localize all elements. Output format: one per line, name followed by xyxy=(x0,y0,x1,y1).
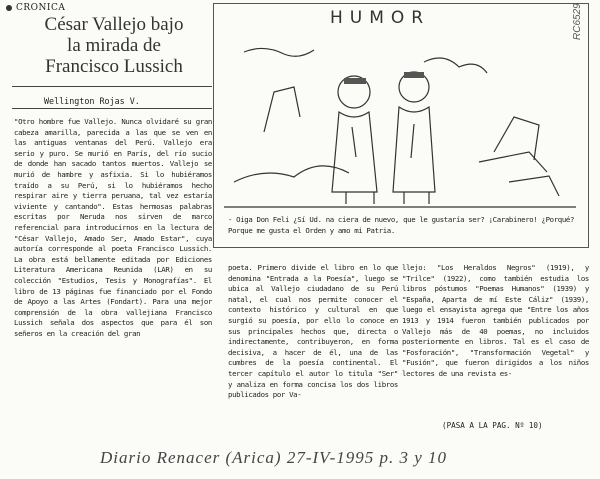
article-column-3 xyxy=(402,263,589,413)
byline: Wellington Rojas V. xyxy=(44,96,140,106)
article-column-1 xyxy=(14,117,212,427)
section-label-text: CRONICA xyxy=(16,3,66,13)
archive-code: RC6529 xyxy=(572,3,583,40)
continued-note: (PASA A LA PAG. Nº 10) xyxy=(442,421,543,430)
handwritten-note: Diario Renacer (Arica) 27-IV-1995 p. 3 y 10 xyxy=(100,448,448,467)
humor-title: HUMOR xyxy=(330,8,431,28)
cartoon-caption xyxy=(228,215,585,236)
headline-rule xyxy=(12,86,212,87)
cartoon-illustration xyxy=(224,32,576,214)
article-column-2 xyxy=(228,263,398,433)
bullet-icon xyxy=(6,5,12,11)
column-text: poeta. Primero divide el libro en lo que denomina "Entrada a la Poesía", luego se ubica al Vallejo ciudadano de su Perú natal, el cual nos permite conocer el contexto histórico y cultural en que surgió su poesía, por ello lo conoce en sus principales hechos que, directa o indirectamente, contribuyeron, en forma decisiva, a hacer de él, una de las cumbres de la poesía continental. El tercer capítulo el autor lo titula "Ser" y analiza en forma concisa los dos libros publicados por Va- xyxy=(228,263,398,400)
article-headline xyxy=(14,14,214,77)
cartoon-caption-question: - Oiga Don Feli ¿Sí Ud. na ciera de nuevo, que le gustaría ser? ¡Carabinero! xyxy=(228,215,538,224)
byline-rule xyxy=(12,108,212,109)
cartoon-caption-answer: ¿Porqué? Porque me gusta el Orden y amo mi Patria. xyxy=(228,215,575,235)
headline-line: la mirada de xyxy=(67,35,161,56)
headline-line: César Vallejo bajo xyxy=(44,14,184,35)
column-text: llejo: "Los Heraldos Negros" (1919), y "Trilce" (1922), como también estudia los libros póstumos "Poemas Humanos" (1939) y "España, Aparta de mí Este Cáliz" (1939), luego el ensayista agrega que "Entre los años 1913 y 1914 fueron también publicados por Vallejo más de 40 poemas, no incluidos posteriormente en libros. Tal es el caso de "Fosforación", "Transformación Vegetal" y "Fusión", que fueron dirigidos a los niños lectores de una revista es- xyxy=(402,263,589,378)
section-label xyxy=(6,3,65,13)
headline-line: Francisco Lussich xyxy=(45,56,183,77)
column-text: "Otro hombre fue Vallejo. Nunca olvidaré su gran cabeza amarilla, parecida a las que se ven en las antiguas ventanas del Perú. Vallejo era serio y puro. Se murió en París, del río sucio de donde han sacado tantos muertos. Vallejo se murió de hambre y asfixia. Si lo hubiéramos traído a su Perú, si lo hubiéramos hecho respirar aire y tierra peruana, tal vez estaría viviente y cantando". Estas hermosas palabras escritas por Neruda nos sirven de marco referencial para introducirnos en la lectura de "César Vallejo, Amado Ser, Amado Estar", cuya autoría corresponde al poeta Francisco Lussich. La obra está bellamente editada por Ediciones Literatura Americana Reunida (LAR) en su colección "Estudios, Tesis y Monografías". El libro de 13 páginas fue financiado por el Fondo de Apoyo a las Artes (Fondart). Para una mejor comprensión de la obra vallejiana Francisco Lussich señala dos aspectos que para él son señeros en la creación del gran xyxy=(14,117,212,338)
